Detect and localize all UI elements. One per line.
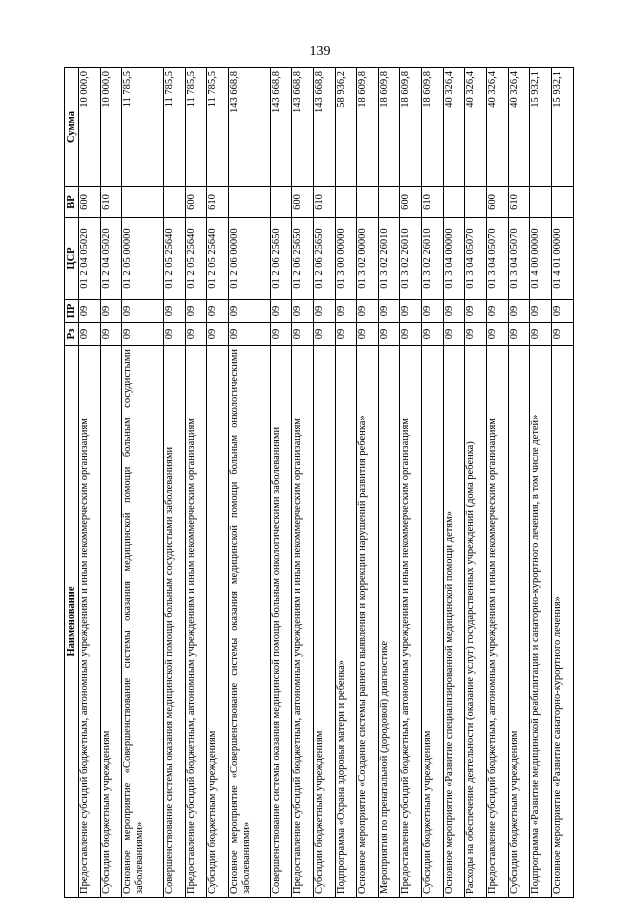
table-row: [100, 68, 122, 898]
cell-sum: 143 668,8: [228, 68, 270, 187]
table-row: [487, 68, 509, 898]
page-number: 139: [309, 44, 331, 59]
budget-table: [64, 67, 574, 898]
header-csr: ЦСР: [65, 218, 79, 300]
cell-rz: 09: [422, 323, 444, 346]
cell-csr: 01 3 04 05070: [465, 218, 487, 300]
cell-pr: 09: [313, 300, 335, 323]
cell-pr: 09: [508, 300, 530, 323]
table-row: [292, 68, 314, 898]
cell-name: Субсидии бюджетным учреждениям: [508, 346, 530, 898]
cell-vr: 600: [79, 187, 101, 218]
cell-vr: 610: [313, 187, 335, 218]
cell-rz: 09: [292, 323, 314, 346]
cell-name: Основное мероприятие «Совершенствование системы оказания медицинской помощи больным сосудистыми заболеваниями»: [122, 346, 164, 898]
cell-csr: 01 3 04 05070: [508, 218, 530, 300]
cell-pr: 09: [400, 300, 422, 323]
cell-csr: 01 3 02 26010: [378, 218, 400, 300]
cell-name: Основное мероприятие «Совершенствование системы оказания медицинской помощи больным онкологическими заболеваниями»: [228, 346, 270, 898]
cell-name: Предоставление субсидий бюджетным, автономным учреждениям и иным некоммерческим организациям: [79, 346, 101, 898]
table-row: [79, 68, 101, 898]
cell-name: Основное мероприятие «Создание системы раннего выявления и коррекции нарушений развития ребенка»: [357, 346, 379, 898]
table-row: [185, 68, 207, 898]
cell-pr: 09: [465, 300, 487, 323]
cell-vr: 610: [508, 187, 530, 218]
table-row: [530, 68, 552, 898]
cell-csr: 01 2 05 25640: [163, 218, 185, 300]
cell-sum: 18 609,8: [357, 68, 379, 187]
cell-pr: 09: [163, 300, 185, 323]
cell-sum: 58 936,2: [335, 68, 357, 187]
cell-sum: 10 000,0: [100, 68, 122, 187]
header-pr: ПР: [65, 300, 79, 323]
table-row: [400, 68, 422, 898]
cell-vr: 610: [100, 187, 122, 218]
cell-sum: 15 932,1: [530, 68, 552, 187]
cell-sum: 143 668,8: [292, 68, 314, 187]
cell-csr: 01 2 04 05020: [79, 218, 101, 300]
cell-pr: 09: [378, 300, 400, 323]
cell-vr: [443, 187, 465, 218]
cell-rz: 09: [530, 323, 552, 346]
cell-vr: [552, 187, 574, 218]
cell-name: Предоставление субсидий бюджетным, автономным учреждениям и иным некоммерческим организациям: [185, 346, 207, 898]
cell-pr: 09: [292, 300, 314, 323]
header-sum: Сумма: [65, 68, 79, 187]
cell-vr: [465, 187, 487, 218]
cell-name: Субсидии бюджетным учреждениям: [100, 346, 122, 898]
cell-vr: [122, 187, 164, 218]
table-row: [552, 68, 574, 898]
header-name: Наименование: [65, 346, 79, 898]
cell-pr: 09: [487, 300, 509, 323]
cell-csr: 01 4 00 00000: [530, 218, 552, 300]
cell-sum: 15 932,1: [552, 68, 574, 187]
cell-rz: 09: [228, 323, 270, 346]
cell-sum: 40 326,4: [465, 68, 487, 187]
cell-sum: 11 785,5: [207, 68, 229, 187]
cell-vr: [335, 187, 357, 218]
table-row: [443, 68, 465, 898]
cell-rz: 09: [400, 323, 422, 346]
cell-sum: 143 668,8: [270, 68, 292, 187]
cell-pr: 09: [443, 300, 465, 323]
table-row: [122, 68, 164, 898]
cell-csr: 01 3 04 05070: [487, 218, 509, 300]
cell-rz: 09: [313, 323, 335, 346]
budget-table-rotated: [64, 68, 574, 898]
cell-sum: 40 326,4: [508, 68, 530, 187]
cell-pr: 09: [335, 300, 357, 323]
cell-csr: 01 2 06 25650: [270, 218, 292, 300]
header-rz: Рз: [65, 323, 79, 346]
cell-csr: 01 2 06 00000: [228, 218, 270, 300]
cell-rz: 09: [122, 323, 164, 346]
cell-name: Предоставление субсидий бюджетным, автономным учреждениям и иным некоммерческим организациям: [292, 346, 314, 898]
cell-csr: 01 3 02 26010: [422, 218, 444, 300]
cell-sum: 40 326,4: [487, 68, 509, 187]
cell-csr: 01 2 05 00000: [122, 218, 164, 300]
cell-name: Основное мероприятие «Развитие специализированной медицинской помощи детям»: [443, 346, 465, 898]
cell-pr: 09: [122, 300, 164, 323]
cell-name: Расходы на обеспечение деятельности (оказание услуг) государственных учреждений (дома ребенка): [465, 346, 487, 898]
cell-sum: 11 785,5: [163, 68, 185, 187]
table-row: [465, 68, 487, 898]
cell-vr: [357, 187, 379, 218]
cell-csr: 01 2 06 25650: [292, 218, 314, 300]
cell-csr: 01 3 00 00000: [335, 218, 357, 300]
cell-name: Совершенствование системы оказания медицинской помощи больным сосудистыми заболеваниями: [163, 346, 185, 898]
table-row: [335, 68, 357, 898]
cell-rz: 09: [79, 323, 101, 346]
cell-csr: 01 2 05 25640: [185, 218, 207, 300]
cell-vr: 600: [487, 187, 509, 218]
cell-vr: 610: [207, 187, 229, 218]
cell-vr: [163, 187, 185, 218]
cell-vr: 600: [292, 187, 314, 218]
cell-name: Субсидии бюджетным учреждениям: [313, 346, 335, 898]
cell-sum: 18 609,8: [400, 68, 422, 187]
cell-pr: 09: [79, 300, 101, 323]
cell-name: Субсидии бюджетным учреждениям: [207, 346, 229, 898]
cell-pr: 09: [530, 300, 552, 323]
cell-csr: 01 2 06 25650: [313, 218, 335, 300]
table-row: [378, 68, 400, 898]
cell-csr: 01 3 04 00000: [443, 218, 465, 300]
cell-csr: 01 2 04 05020: [100, 218, 122, 300]
cell-rz: 09: [207, 323, 229, 346]
cell-vr: [270, 187, 292, 218]
cell-pr: 09: [185, 300, 207, 323]
cell-name: Мероприятия по пренатальной (дородовой) диагностике: [378, 346, 400, 898]
cell-pr: 09: [422, 300, 444, 323]
cell-name: Подпрограмма «Охрана здоровья матери и ребенка»: [335, 346, 357, 898]
cell-rz: 09: [163, 323, 185, 346]
cell-vr: [378, 187, 400, 218]
cell-rz: 09: [378, 323, 400, 346]
cell-csr: 01 4 01 00000: [552, 218, 574, 300]
cell-rz: 09: [465, 323, 487, 346]
cell-vr: [530, 187, 552, 218]
cell-rz: 09: [443, 323, 465, 346]
cell-sum: 18 609,8: [378, 68, 400, 187]
cell-sum: 11 785,5: [122, 68, 164, 187]
cell-pr: 09: [552, 300, 574, 323]
cell-rz: 09: [185, 323, 207, 346]
cell-sum: 10 000,0: [79, 68, 101, 187]
cell-csr: 01 3 02 26010: [400, 218, 422, 300]
cell-name: Предоставление субсидий бюджетным, автономным учреждениям и иным некоммерческим организациям: [400, 346, 422, 898]
table-row: [357, 68, 379, 898]
cell-pr: 09: [270, 300, 292, 323]
table-row: [508, 68, 530, 898]
table-row: [228, 68, 270, 898]
cell-vr: 600: [400, 187, 422, 218]
cell-name: Совершенствование системы оказания медицинской помощи больным онкологическими заболеваниями: [270, 346, 292, 898]
cell-rz: 09: [552, 323, 574, 346]
cell-vr: 600: [185, 187, 207, 218]
table-row: [207, 68, 229, 898]
cell-pr: 09: [207, 300, 229, 323]
cell-sum: 143 668,8: [313, 68, 335, 187]
cell-name: Подпрограмма «Развитие медицинской реабилитации и санаторно-курортного лечения, в том числе детей»: [530, 346, 552, 898]
cell-rz: 09: [100, 323, 122, 346]
cell-name: Предоставление субсидий бюджетным, автономным учреждениям и иным некоммерческим организациям: [487, 346, 509, 898]
table-row: [313, 68, 335, 898]
table-header-row: [65, 68, 79, 898]
cell-sum: 18 609,8: [422, 68, 444, 187]
cell-rz: 09: [357, 323, 379, 346]
header-vr: ВР: [65, 187, 79, 218]
cell-vr: 610: [422, 187, 444, 218]
cell-sum: 40 326,4: [443, 68, 465, 187]
cell-csr: 01 2 05 25640: [207, 218, 229, 300]
table-row: [422, 68, 444, 898]
table-body: [79, 68, 574, 898]
cell-pr: 09: [228, 300, 270, 323]
cell-name: Субсидии бюджетным учреждениям: [422, 346, 444, 898]
cell-rz: 09: [270, 323, 292, 346]
table-row: [270, 68, 292, 898]
cell-csr: 01 3 02 00000: [357, 218, 379, 300]
cell-rz: 09: [508, 323, 530, 346]
cell-pr: 09: [100, 300, 122, 323]
cell-sum: 11 785,5: [185, 68, 207, 187]
cell-name: Основное мероприятие «Развитие санаторно-курортного лечения»: [552, 346, 574, 898]
cell-rz: 09: [487, 323, 509, 346]
cell-vr: [228, 187, 270, 218]
budget-table-container: [64, 68, 574, 898]
table-row: [163, 68, 185, 898]
cell-rz: 09: [335, 323, 357, 346]
cell-pr: 09: [357, 300, 379, 323]
